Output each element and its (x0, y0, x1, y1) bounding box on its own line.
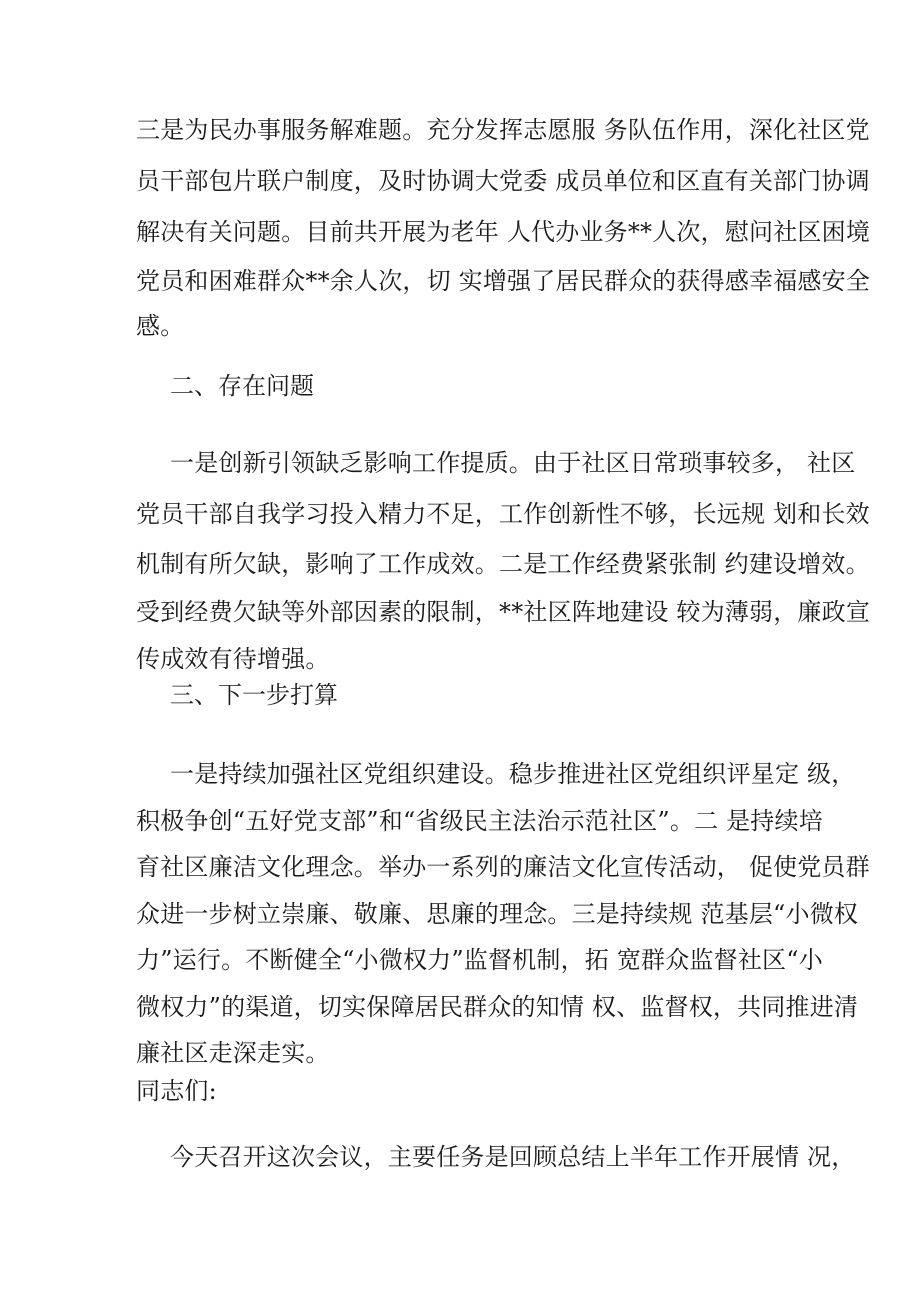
salutation: 同志们: (136, 1077, 217, 1105)
paragraph-3-line-7: 廉社区走深走实。 (136, 1039, 330, 1067)
paragraph-2-line-5: 传成效有待增强。 (136, 645, 330, 673)
paragraph-2-line-2: 党员干部自我学习投入精力不足，工作创新性不够，长远规 划和长效 (136, 500, 870, 528)
paragraph-2-line-4: 受到经费欠缺等外部因素的限制，**社区阵地建设 较为薄弱，廉政宣 (136, 598, 871, 626)
paragraph-1-line-2: 员干部包片联户制度，及时协调大党委 成员单位和区直有关部门协调 (136, 167, 870, 195)
paragraph-3-line-5: 力”运行。不断健全“小微权力”监督机制，拓 宽群众监督社区“小 (136, 946, 823, 974)
paragraph-1-line-4: 党员和困难群众**余人次，切 实增强了居民群众的获得感幸福感安全 (136, 267, 871, 295)
paragraph-1-line-5: 感。 (136, 312, 185, 340)
paragraph-3-line-4: 众进一步树立崇廉、敬廉、思廉的理念。三是持续规 范基层“小微权 (136, 900, 859, 928)
paragraph-3-line-3: 育社区廉洁文化理念。举办一系列的廉洁文化宣传活动， 促使党员群 (136, 853, 870, 881)
paragraph-1-line-3: 解决有关问题。目前共开展为老年 人代办业务**人次，慰问社区困境 (136, 218, 871, 246)
paragraph-3-line-6: 微权力”的渠道，切实保障居民群众的知情 权、监督权，共同推进清 (136, 993, 859, 1021)
section-heading-next-steps: 三、下一步打算 (170, 681, 338, 709)
section-heading-problems: 二、存在问题 (170, 372, 314, 400)
paragraph-3-line-2: 积极争创“五好党支部”和“省级民主法治示范社区”。二 是持续培 (136, 807, 823, 835)
paragraph-2-line-3: 机制有所欠缺，影响了工作成效。二是工作经费紧张制 约建设增效。 (136, 550, 870, 578)
paragraph-4-line-1: 今天召开这次会议，主要任务是回顾总结上半年工作开展情 况， (170, 1143, 856, 1171)
paragraph-2-line-1: 一是创新引领缺乏影响工作提质。由于社区日常琐事较多， 社区 (170, 449, 856, 477)
paragraph-3-line-1: 一是持续加强社区党组织建设。稳步推进社区党组织评星定 级， (170, 760, 856, 788)
paragraph-1-line-1: 三是为民办事服务解难题。充分发挥志愿服 务队伍作用，深化社区党 (136, 116, 870, 144)
